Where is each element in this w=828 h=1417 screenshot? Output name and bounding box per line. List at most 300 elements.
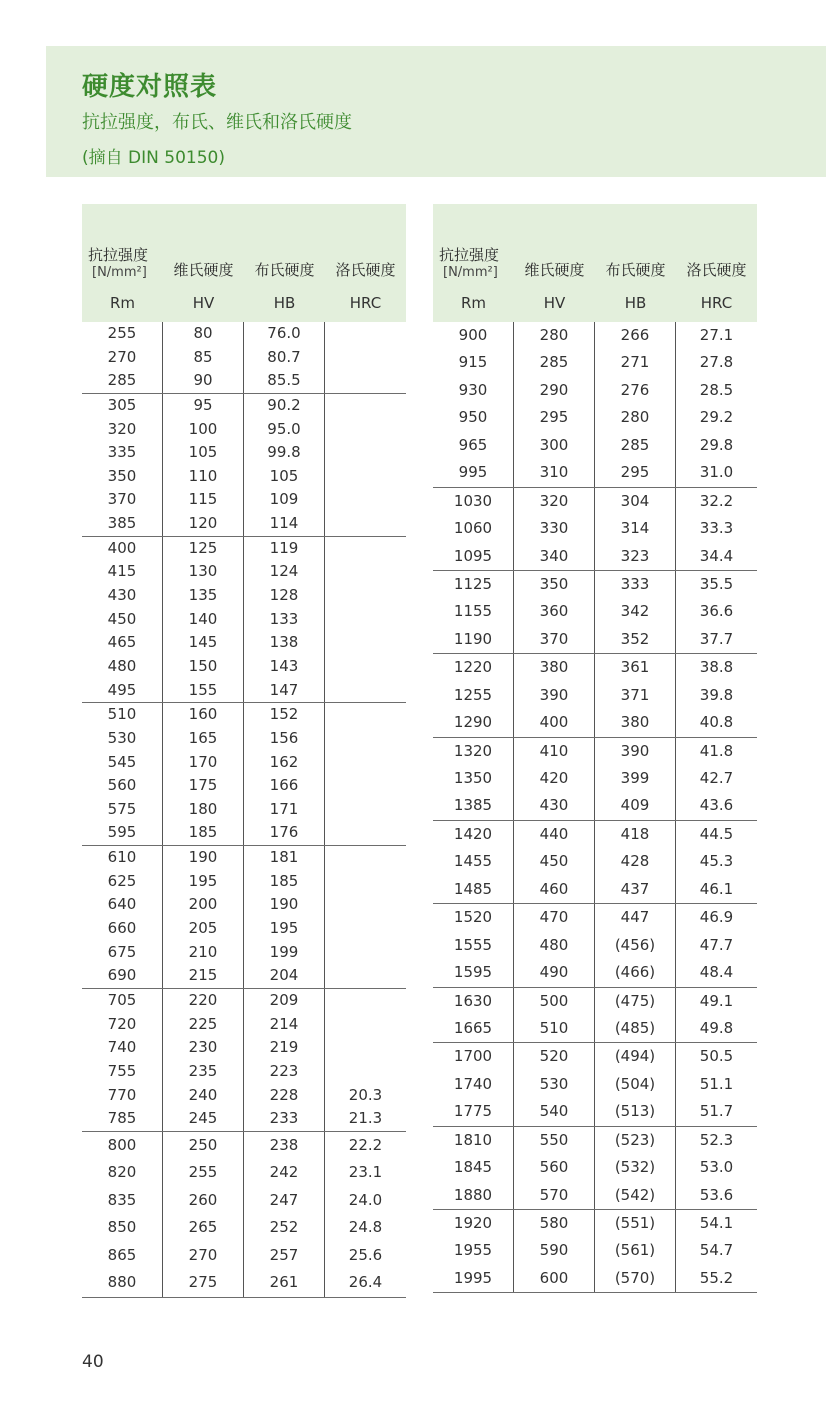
cell-vickers: 195 (163, 870, 244, 894)
table-row (433, 821, 757, 848)
cell-brinell: (532) (595, 1154, 676, 1181)
cell-vickers: 135 (163, 584, 244, 608)
cell-vickers: 210 (163, 941, 244, 965)
table-row (82, 1107, 406, 1131)
page-subtitle: 抗拉强度，布氏、维氏和洛氏硬度 (82, 112, 352, 133)
header-rockwell: 洛氏硬度 (686, 261, 747, 279)
table-row (82, 1214, 406, 1242)
cell-brinell: 171 (244, 798, 325, 822)
cell-vickers: 80 (163, 322, 244, 346)
cell-tensile-strength: 1220 (433, 654, 514, 681)
cell-vickers: 350 (514, 571, 595, 598)
cell-tensile-strength: 1125 (433, 571, 514, 598)
cell-vickers: 200 (163, 893, 244, 917)
table-row (433, 682, 757, 709)
row-group (433, 654, 757, 737)
table-row (82, 727, 406, 751)
row-group (433, 904, 757, 987)
cell-vickers: 230 (163, 1036, 244, 1060)
table-row (433, 543, 757, 570)
cell-rockwell: 24.8 (348, 1218, 383, 1237)
table-row (433, 1015, 757, 1042)
cell-brinell: 447 (595, 904, 676, 931)
cell-brinell: 238 (244, 1132, 325, 1160)
row-group (433, 488, 757, 571)
cell-vickers: 145 (163, 631, 244, 655)
cell-rockwell: 32.2 (699, 491, 734, 510)
cell-vickers: 340 (514, 543, 595, 570)
cell-tensile-strength: 755 (82, 1060, 163, 1084)
cell-rockwell (325, 631, 406, 655)
table-row (82, 679, 406, 703)
cell-brinell: 190 (244, 893, 325, 917)
cell-brinell: (513) (595, 1098, 676, 1125)
row-group (433, 821, 757, 904)
cell-brinell: 276 (595, 377, 676, 404)
table-row (433, 488, 757, 515)
cell-brinell: 428 (595, 848, 676, 875)
cell-brinell: 147 (244, 679, 325, 703)
cell-vickers: 450 (514, 848, 595, 875)
cell-rockwell: 21.3 (348, 1109, 383, 1128)
cell-rockwell (325, 537, 406, 561)
cell-vickers: 480 (514, 932, 595, 959)
table-row (82, 465, 406, 489)
cell-vickers: 255 (163, 1159, 244, 1187)
table-row (82, 1013, 406, 1037)
cell-vickers: 225 (163, 1013, 244, 1037)
cell-vickers: 360 (514, 598, 595, 625)
table-row (82, 917, 406, 941)
table-row (433, 571, 757, 598)
cell-brinell: 119 (244, 537, 325, 561)
table-row (433, 1154, 757, 1181)
cell-vickers: 170 (163, 751, 244, 775)
cell-vickers: 380 (514, 654, 595, 681)
header-brinell: 布氏硬度 (254, 261, 315, 279)
cell-brinell: 295 (595, 459, 676, 486)
cell-tensile-strength: 835 (82, 1187, 163, 1215)
cell-tensile-strength: 270 (82, 346, 163, 370)
header-symbol-hv: HV (192, 294, 215, 312)
cell-brinell: 323 (595, 543, 676, 570)
cell-brinell: 223 (244, 1060, 325, 1084)
cell-vickers: 400 (514, 709, 595, 736)
table-row (433, 1182, 757, 1209)
cell-rockwell (325, 1060, 406, 1084)
cell-rockwell (325, 584, 406, 608)
cell-rockwell: 47.7 (699, 935, 734, 954)
table-row (82, 560, 406, 584)
table-row (82, 631, 406, 655)
row-group (433, 322, 757, 488)
cell-vickers: 265 (163, 1214, 244, 1242)
cell-tensile-strength: 285 (82, 369, 163, 393)
cell-rockwell: 25.6 (348, 1245, 383, 1264)
cell-brinell: (570) (595, 1265, 676, 1292)
cell-rockwell (325, 964, 406, 988)
cell-tensile-strength: 675 (82, 941, 163, 965)
cell-vickers: 100 (163, 418, 244, 442)
cell-brinell: 314 (595, 515, 676, 542)
row-group (82, 703, 406, 846)
header-symbol-hv: HV (543, 294, 566, 312)
cell-tensile-strength: 595 (82, 821, 163, 845)
cell-rockwell: 34.4 (699, 546, 734, 565)
cell-vickers: 270 (163, 1242, 244, 1270)
cell-vickers: 510 (514, 1015, 595, 1042)
cell-vickers: 180 (163, 798, 244, 822)
header-unit: [N/mm²] (443, 265, 498, 280)
cell-tensile-strength: 575 (82, 798, 163, 822)
table-row (82, 488, 406, 512)
cell-rockwell (325, 870, 406, 894)
cell-tensile-strength: 640 (82, 893, 163, 917)
table-row (433, 738, 757, 765)
cell-rockwell (325, 441, 406, 465)
cell-brinell: 181 (244, 846, 325, 870)
cell-tensile-strength: 800 (82, 1132, 163, 1160)
cell-brinell: 95.0 (244, 418, 325, 442)
row-group (433, 738, 757, 821)
table-header (82, 204, 406, 322)
cell-vickers: 85 (163, 346, 244, 370)
table-row (82, 537, 406, 561)
table-row (82, 870, 406, 894)
page-number: 40 (82, 1352, 104, 1372)
cell-vickers: 530 (514, 1071, 595, 1098)
cell-brinell: 152 (244, 703, 325, 727)
cell-vickers: 115 (163, 488, 244, 512)
cell-brinell: (485) (595, 1015, 676, 1042)
cell-brinell: (504) (595, 1071, 676, 1098)
cell-rockwell: 42.7 (699, 769, 734, 787)
header-symbol-hrc: HRC (349, 294, 382, 312)
table-row (433, 904, 757, 931)
cell-tensile-strength: 880 (82, 1269, 163, 1297)
cell-tensile-strength: 305 (82, 394, 163, 418)
table-row (82, 1060, 406, 1084)
cell-tensile-strength: 1700 (433, 1043, 514, 1070)
cell-brinell: (456) (595, 932, 676, 959)
cell-rockwell: 55.2 (699, 1268, 734, 1287)
cell-tensile-strength: 480 (82, 655, 163, 679)
table-row (82, 989, 406, 1013)
cell-brinell: 304 (595, 488, 676, 515)
cell-tensile-strength: 1740 (433, 1071, 514, 1098)
cell-rockwell (325, 1013, 406, 1037)
cell-tensile-strength: 415 (82, 560, 163, 584)
source-note: (摘自 DIN 50150) (82, 148, 225, 168)
cell-rockwell: 26.4 (348, 1273, 383, 1292)
cell-rockwell (325, 322, 406, 346)
table-row (82, 1187, 406, 1215)
cell-brinell: 80.7 (244, 346, 325, 370)
cell-tensile-strength: 1595 (433, 959, 514, 986)
table-row (433, 848, 757, 875)
header-tensile-strength (433, 234, 514, 280)
cell-tensile-strength: 965 (433, 432, 514, 459)
cell-brinell: 128 (244, 584, 325, 608)
cell-brinell: (475) (595, 988, 676, 1015)
cell-tensile-strength: 1095 (433, 543, 514, 570)
hardness-table-right (433, 204, 757, 1293)
cell-tensile-strength: 820 (82, 1159, 163, 1187)
cell-brinell: (542) (595, 1182, 676, 1209)
cell-tensile-strength: 335 (82, 441, 163, 465)
table-row (433, 598, 757, 625)
table-row (82, 418, 406, 442)
cell-tensile-strength: 1630 (433, 988, 514, 1015)
cell-brinell: 361 (595, 654, 676, 681)
cell-rockwell (325, 369, 406, 393)
cell-rockwell: 43.6 (699, 796, 734, 815)
cell-vickers: 470 (514, 904, 595, 931)
cell-rockwell: 28.5 (699, 380, 734, 399)
table-row (433, 765, 757, 792)
table-row (82, 655, 406, 679)
cell-rockwell (325, 512, 406, 536)
cell-brinell: 409 (595, 792, 676, 819)
cell-tensile-strength: 865 (82, 1242, 163, 1270)
table-row (433, 1210, 757, 1237)
cell-tensile-strength: 1030 (433, 488, 514, 515)
cell-brinell: 156 (244, 727, 325, 751)
cell-tensile-strength: 465 (82, 631, 163, 655)
table-row (82, 512, 406, 536)
cell-tensile-strength: 1255 (433, 682, 514, 709)
cell-tensile-strength: 720 (82, 1013, 163, 1037)
table-row (82, 1132, 406, 1160)
cell-brinell: 99.8 (244, 441, 325, 465)
hardness-table-left (82, 204, 406, 1298)
row-group (82, 394, 406, 537)
row-group (82, 322, 406, 394)
cell-tensile-strength: 850 (82, 1214, 163, 1242)
cell-rockwell: 40.8 (699, 713, 734, 732)
cell-tensile-strength: 385 (82, 512, 163, 536)
cell-rockwell: 23.1 (348, 1163, 383, 1182)
cell-brinell: 371 (595, 682, 676, 709)
cell-rockwell (325, 751, 406, 775)
cell-vickers: 490 (514, 959, 595, 986)
cell-rockwell: 44.5 (699, 824, 734, 843)
cell-tensile-strength: 400 (82, 537, 163, 561)
cell-rockwell: 33.3 (699, 519, 734, 538)
cell-tensile-strength: 450 (82, 608, 163, 632)
table-row (82, 846, 406, 870)
cell-tensile-strength: 1290 (433, 709, 514, 736)
cell-tensile-strength: 610 (82, 846, 163, 870)
cell-brinell: 252 (244, 1214, 325, 1242)
cell-vickers: 320 (514, 488, 595, 515)
cell-tensile-strength: 545 (82, 751, 163, 775)
cell-vickers: 160 (163, 703, 244, 727)
cell-tensile-strength: 690 (82, 964, 163, 988)
cell-rockwell: 38.8 (699, 658, 734, 677)
cell-brinell: (561) (595, 1237, 676, 1264)
cell-tensile-strength: 370 (82, 488, 163, 512)
table-row (433, 709, 757, 736)
cell-rockwell (325, 488, 406, 512)
cell-vickers: 290 (514, 377, 595, 404)
cell-vickers: 310 (514, 459, 595, 486)
header-vickers: 维氏硬度 (524, 261, 585, 279)
cell-brinell: 166 (244, 774, 325, 798)
cell-brinell: 124 (244, 560, 325, 584)
cell-rockwell: 51.7 (699, 1102, 734, 1121)
header-rockwell: 洛氏硬度 (335, 261, 396, 279)
table-row (82, 369, 406, 393)
table-row (82, 1084, 406, 1108)
cell-rockwell: 36.6 (699, 602, 734, 621)
cell-tensile-strength: 1060 (433, 515, 514, 542)
table-row (82, 394, 406, 418)
cell-rockwell: 41.8 (699, 741, 734, 760)
cell-brinell: 399 (595, 765, 676, 792)
table-row (433, 1071, 757, 1098)
cell-vickers: 300 (514, 432, 595, 459)
cell-rockwell: 20.3 (348, 1085, 383, 1104)
cell-rockwell: 50.5 (699, 1047, 734, 1066)
cell-rockwell (325, 846, 406, 870)
table-row (433, 459, 757, 486)
cell-brinell: 271 (595, 349, 676, 376)
cell-brinell: 261 (244, 1269, 325, 1297)
cell-vickers: 125 (163, 537, 244, 561)
cell-vickers: 245 (163, 1107, 244, 1131)
cell-vickers: 330 (514, 515, 595, 542)
table-row (433, 988, 757, 1015)
cell-tensile-strength: 915 (433, 349, 514, 376)
cell-brinell: 85.5 (244, 369, 325, 393)
cell-rockwell (325, 941, 406, 965)
cell-rockwell (325, 774, 406, 798)
cell-vickers: 295 (514, 404, 595, 431)
cell-tensile-strength: 1955 (433, 1237, 514, 1264)
cell-vickers: 185 (163, 821, 244, 845)
table-row (433, 626, 757, 653)
cell-rockwell: 37.7 (699, 629, 734, 648)
row-group (82, 846, 406, 989)
cell-rockwell: 49.1 (699, 991, 734, 1010)
cell-vickers: 390 (514, 682, 595, 709)
cell-brinell: 133 (244, 608, 325, 632)
table-row (433, 1127, 757, 1154)
cell-tensile-strength: 495 (82, 679, 163, 703)
cell-vickers: 250 (163, 1132, 244, 1160)
cell-rockwell: 31.0 (699, 463, 734, 482)
table-row (82, 893, 406, 917)
cell-tensile-strength: 1320 (433, 738, 514, 765)
cell-rockwell: 53.0 (699, 1158, 734, 1177)
cell-vickers: 240 (163, 1084, 244, 1108)
cell-vickers: 280 (514, 322, 595, 349)
cell-rockwell (325, 418, 406, 442)
cell-vickers: 540 (514, 1098, 595, 1125)
cell-vickers: 150 (163, 655, 244, 679)
row-group (82, 537, 406, 703)
cell-rockwell (325, 703, 406, 727)
table-row (82, 1269, 406, 1297)
header-brinell: 布氏硬度 (605, 261, 666, 279)
table-row (433, 959, 757, 986)
cell-brinell: 214 (244, 1013, 325, 1037)
row-group (82, 1132, 406, 1298)
row-group (433, 571, 757, 654)
cell-vickers: 90 (163, 369, 244, 393)
header-symbol-hrc: HRC (700, 294, 733, 312)
cell-tensile-strength: 660 (82, 917, 163, 941)
table-header (433, 204, 757, 322)
cell-brinell: (494) (595, 1043, 676, 1070)
cell-vickers: 175 (163, 774, 244, 798)
cell-tensile-strength: 785 (82, 1107, 163, 1131)
cell-tensile-strength: 320 (82, 418, 163, 442)
cell-rockwell: 29.2 (699, 408, 734, 427)
table-row (433, 792, 757, 819)
cell-vickers: 550 (514, 1127, 595, 1154)
cell-vickers: 500 (514, 988, 595, 1015)
cell-tensile-strength: 705 (82, 989, 163, 1013)
cell-tensile-strength: 1485 (433, 876, 514, 903)
cell-brinell: 342 (595, 598, 676, 625)
cell-tensile-strength: 255 (82, 322, 163, 346)
table-row (433, 1043, 757, 1070)
table-row (82, 322, 406, 346)
cell-rockwell (325, 465, 406, 489)
table-row (433, 432, 757, 459)
cell-brinell: 199 (244, 941, 325, 965)
cell-rockwell: 51.1 (699, 1074, 734, 1093)
cell-brinell: 138 (244, 631, 325, 655)
cell-tensile-strength: 1775 (433, 1098, 514, 1125)
table-row (433, 876, 757, 903)
cell-tensile-strength: 930 (433, 377, 514, 404)
cell-vickers: 215 (163, 964, 244, 988)
cell-tensile-strength: 1190 (433, 626, 514, 653)
cell-rockwell (325, 727, 406, 751)
cell-brinell: 114 (244, 512, 325, 536)
table-row (433, 349, 757, 376)
cell-rockwell (325, 917, 406, 941)
cell-tensile-strength: 1455 (433, 848, 514, 875)
cell-vickers: 600 (514, 1265, 595, 1292)
cell-brinell: 280 (595, 404, 676, 431)
cell-rockwell: 52.3 (699, 1130, 734, 1149)
cell-vickers: 285 (514, 349, 595, 376)
cell-tensile-strength: 1155 (433, 598, 514, 625)
cell-vickers: 105 (163, 441, 244, 465)
header-symbol-rm: Rm (460, 294, 487, 312)
cell-rockwell: 53.6 (699, 1185, 734, 1204)
cell-vickers: 220 (163, 989, 244, 1013)
cell-rockwell (325, 798, 406, 822)
table-row (82, 1242, 406, 1270)
row-group (433, 988, 757, 1044)
cell-brinell: 242 (244, 1159, 325, 1187)
cell-vickers: 420 (514, 765, 595, 792)
cell-brinell: 228 (244, 1084, 325, 1108)
table-row (82, 441, 406, 465)
header-unit: [N/mm²] (92, 265, 147, 280)
cell-tensile-strength: 510 (82, 703, 163, 727)
table-row (82, 1159, 406, 1187)
header-tensile-strength (82, 234, 163, 280)
cell-tensile-strength: 1995 (433, 1265, 514, 1292)
cell-vickers: 590 (514, 1237, 595, 1264)
row-group (82, 989, 406, 1132)
